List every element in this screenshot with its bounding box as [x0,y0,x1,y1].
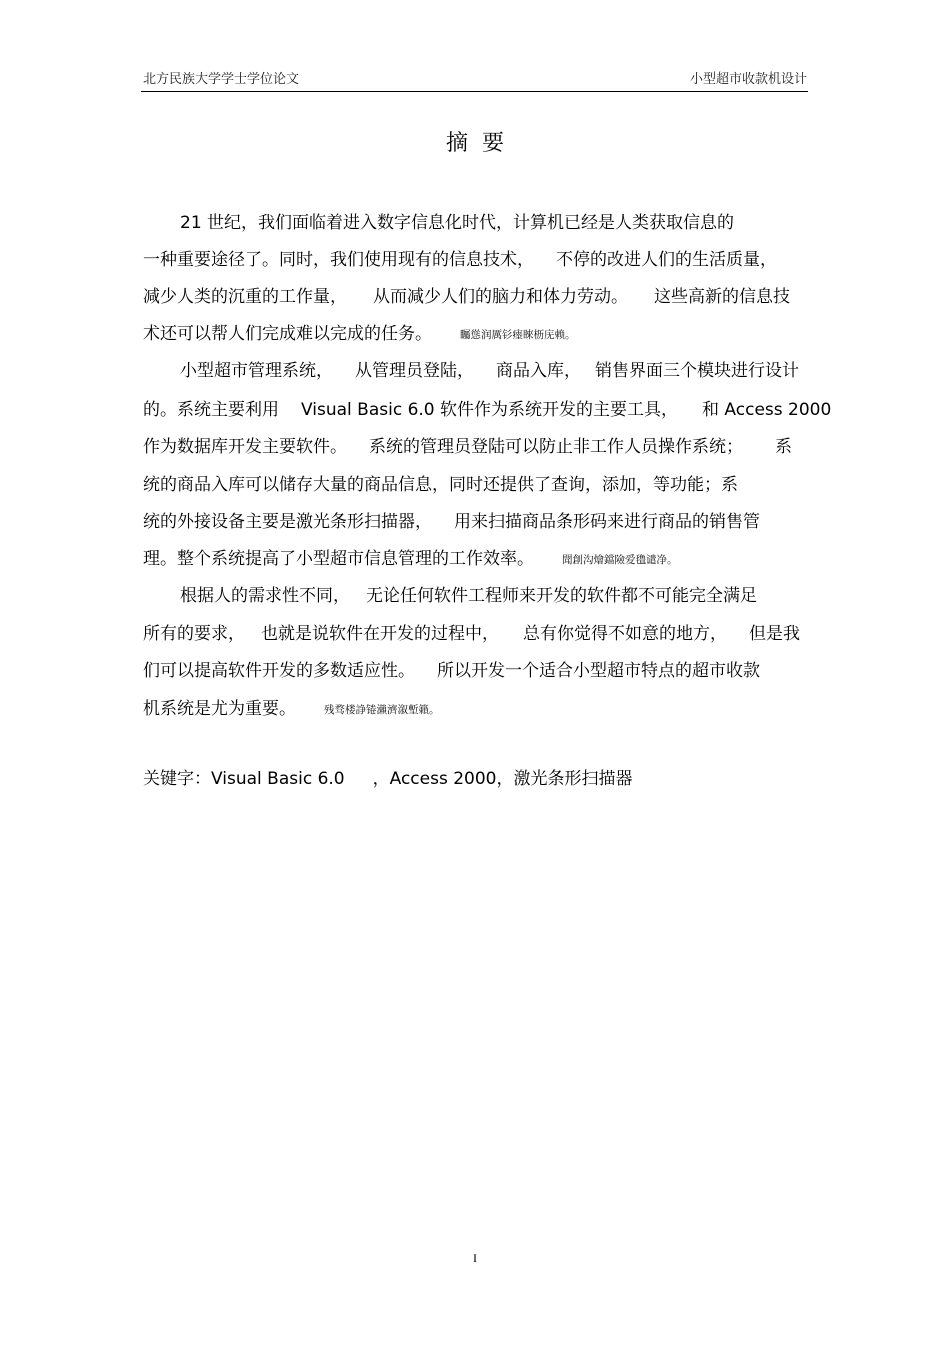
text-run: 从而减少人们的脑力和体力劳动。 [373,287,628,307]
text-run: 所以开发一个适合小型超市特点的超市收款 [437,661,760,681]
paragraph-2-line-3 [143,436,792,458]
keywords-line [143,768,632,790]
page-title: 摘要 [445,131,518,156]
text-run: 术还可以帮人们完成难以完成的任务。 [143,324,432,344]
text-run: 机系统是尤为重要。 [143,699,296,719]
keyword-visual-basic: Visual Basic 6.0 [211,769,345,789]
paragraph-2-line-4 [143,474,738,496]
text-run: 作为数据库开发主要软件。 [143,437,347,457]
text-run: 但是我 [749,624,800,644]
text-run: 和 Access 2000 [702,400,832,420]
paragraph-3-line-2 [143,623,800,645]
page-number: I [473,1251,477,1265]
keyword-access: Access 2000， [389,769,514,789]
garbled-note: 残骛楼諍锩瀨濟溆塹籟。 [324,704,440,716]
text-run: 减少人类的沉重的工作量， [143,287,347,307]
header-thesis-title: 小型超市收款机设计 [689,72,807,87]
paragraph-2-line-5 [143,511,760,533]
paragraph-2-line-6 [143,548,678,572]
garbled-note: 矚慫润厲钐瘗睞枥庑赖。 [460,329,576,341]
text-run: 销售界面三个模块进行设计 [595,361,799,381]
text-run: 从管理员登陆， [355,361,474,381]
text-run: 统的外接设备主要是激光条形扫描器， [143,512,432,532]
paragraph-1-line-3 [143,286,790,308]
text-run: 系 [775,437,792,457]
paragraph-3-line-4 [143,698,440,722]
paragraph-3-line-1 [180,585,757,607]
paragraph-2-line-2 [143,399,831,421]
text-run: 系统的管理员登陆可以防止非工作人员操作系统； [369,437,743,457]
text-run: 商品入库， [496,361,581,381]
paragraph-1-line-1 [180,212,734,234]
text-run: 统的商品入库可以储存大量的商品信息，同时还提供了查询，添加，等功能；系 [143,475,738,495]
text-run: 小型超市管理系统， [180,361,333,381]
header-divider [141,91,808,92]
paragraph-1-line-4 [143,323,576,347]
text-run: 一种重要途径了。同时，我们使用现有的信息技术， [143,250,534,270]
text-run: Visual Basic 6.0 软件作为系统开发的主要工具， [301,400,679,420]
paragraph-3-line-3 [143,660,760,682]
text-run: 用来扫描商品条形码来进行商品的销售管 [454,512,760,532]
text-run: 也就是说软件在开发的过程中， [261,624,499,644]
text-run: 总有你觉得不如意的地方， [523,624,727,644]
text-run: 所有的要求， [143,624,245,644]
garbled-note: 聞創沟燴鐺險爱氇谴净。 [562,554,678,566]
paragraph-1-line-2 [143,249,777,271]
text-run: 们可以提高软件开发的多数适应性。 [143,661,415,681]
text-run: 的。系统主要利用 [143,400,279,420]
text-run: 这些高新的信息技 [654,287,790,307]
text-run: 理。整个系统提高了小型超市信息管理的工作效率。 [143,549,534,569]
keywords-label: 关键字： [143,769,211,789]
text-run: 21 世纪，我们面临着进入数字信息化时代，计算机已经是人类获取信息的 [180,213,735,233]
keyword-separator: ， [372,769,390,789]
paragraph-2-line-1 [180,360,799,382]
header-university: 北方民族大学学士学位论文 [143,72,300,87]
text-run: 不停的改进人们的生活质量， [556,250,777,270]
text-run: 根据人的需求性不同， [180,586,350,606]
keyword-barcode-scanner: 激光条形扫描器 [513,769,633,789]
text-run: 无论任何软件工程师来开发的软件都不可能完全满足 [366,586,757,606]
